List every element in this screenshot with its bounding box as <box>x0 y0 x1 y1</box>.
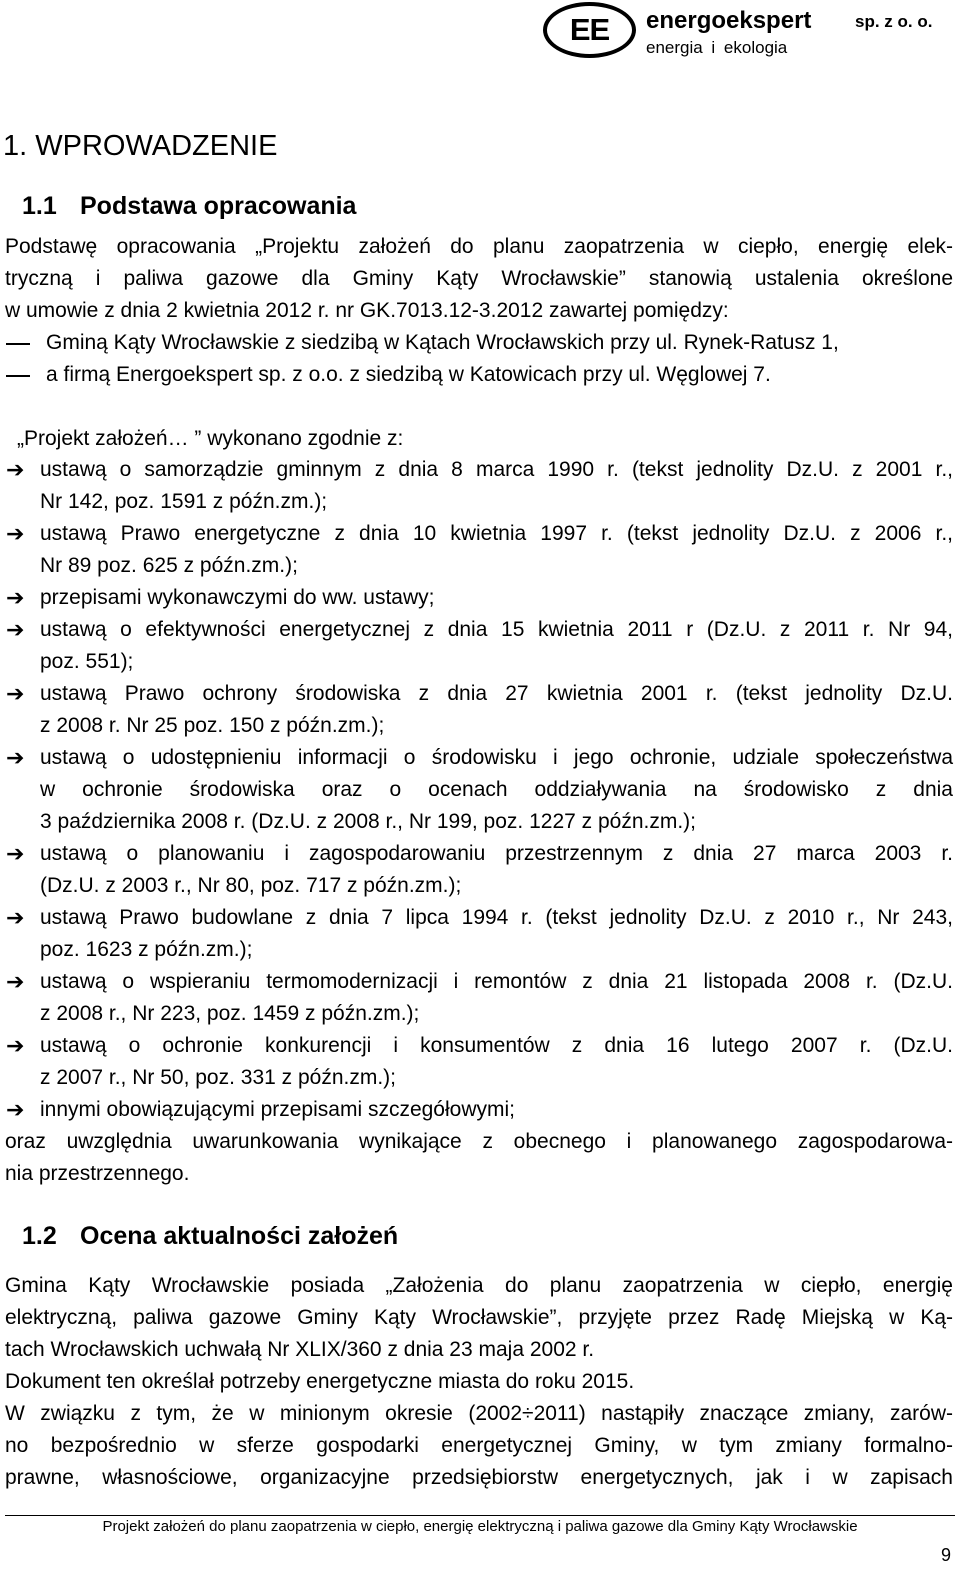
law-item-line: z 2008 r. Nr 25 poz. 150 z późn.zm.); <box>40 714 385 737</box>
intro-line: tryczną i paliwa gazowe dla Gminy Kąty Wrocławskie” stanowią ustalenia określone <box>5 267 953 290</box>
law-item-line: z 2007 r., Nr 50, poz. 331 z późn.zm.); <box>40 1066 397 1089</box>
law-item-line: z 2008 r., Nr 223, poz. 1459 z późn.zm.); <box>40 1002 420 1025</box>
section-heading-1-2 <box>22 1222 398 1251</box>
intro-line: w umowie z dnia 2 kwietnia 2012 r. nr GK.7013.12-3.2012 zawartej pomiędzy: <box>5 299 729 322</box>
arrow-bullet-icon: ➔ <box>6 1097 25 1122</box>
law-item-line: innymi obowiązującymi przepisami szczegółowymi; <box>40 1098 515 1121</box>
section-number: 1.2 <box>22 1222 57 1250</box>
law-item-line: Nr 142, poz. 1591 z późn.zm.); <box>40 490 328 513</box>
closing-line: nia przestrzennego. <box>5 1162 190 1185</box>
law-item-line: 3 października 2008 r. (Dz.U. z 2008 r., Nr 199, poz. 1227 z późn.zm.); <box>40 810 696 833</box>
arrow-bullet-icon: ➔ <box>6 617 25 642</box>
arrow-bullet-icon: ➔ <box>6 521 25 546</box>
dash-bullet <box>6 343 30 345</box>
body-line: W związku z tym, że w minionym okresie (2002÷2011) nastąpiły znaczące zmiany, zarów- <box>5 1402 953 1425</box>
arrow-bullet-icon: ➔ <box>6 969 25 994</box>
section-title: Podstawa opracowania <box>80 192 357 220</box>
law-item-line: ustawą o ochronie konkurencji i konsumentów z dnia 16 lutego 2007 r. (Dz.U. <box>40 1034 953 1057</box>
section-heading-1-1 <box>22 192 356 221</box>
footer-divider <box>5 1515 955 1516</box>
party-item: a firmą Energoekspert sp. z o.o. z siedzibą w Katowicach przy ul. Węglowej 7. <box>46 363 771 386</box>
section-title: Ocena aktualności założeń <box>80 1222 399 1250</box>
body-line: elektryczną, paliwa gazowe Gminy Kąty Wrocławskie”, przyjęte przez Radę Miejską w Ką- <box>5 1306 953 1329</box>
footer-text: Projekt założeń do planu zaopatrzenia w ciepło, energię elektryczną i paliwa gazowe dla Gminy Kąty Wrocławskie <box>102 1518 858 1535</box>
company-legal-form: sp. z o. o. <box>855 12 933 31</box>
law-item-line: w ochronie środowiska oraz o ocenach oddziaływania na środowisko z dnia <box>40 778 953 801</box>
party-item: Gminą Kąty Wrocławskie z siedzibą w Kątach Wrocławskich przy ul. Rynek-Ratusz 1, <box>46 331 839 354</box>
law-item-line: ustawą o udostępnieniu informacji o środowisku i jego ochronie, udziale społeczeństwa <box>40 746 953 769</box>
body-line: Gmina Kąty Wrocławskie posiada „Założenia do planu zaopatrzenia w ciepło, energię <box>5 1274 953 1297</box>
law-item-line: (Dz.U. z 2003 r., Nr 80, poz. 717 z późn.zm.); <box>40 874 462 897</box>
arrow-bullet-icon: ➔ <box>6 905 25 930</box>
closing-line: oraz uwzględnia uwarunkowania wynikające z obecnego i planowanego zagospodarowa- <box>5 1130 953 1153</box>
body-line: no bezpośrednio w sferze gospodarki energetycznej Gminy, w tym zmiany formalno- <box>5 1434 953 1457</box>
law-item-line: ustawą o samorządzie gminnym z dnia 8 marca 1990 r. (tekst jednolity Dz.U. z 2001 r., <box>40 458 953 481</box>
intro-line: Podstawę opracowania „Projektu założeń do planu zaopatrzenia w ciepło, energię elek- <box>5 235 953 258</box>
law-item-line: ustawą Prawo energetyczne z dnia 10 kwietnia 1997 r. (tekst jednolity Dz.U. z 2006 r., <box>40 522 953 545</box>
company-tagline: energia i ekologia <box>646 38 788 57</box>
page-number: 9 <box>940 1545 951 1565</box>
law-item-line: ustawą Prawo budowlane z dnia 7 lipca 1994 r. (tekst jednolity Dz.U. z 2010 r., Nr 243, <box>40 906 953 929</box>
law-item-line: poz. 551); <box>40 650 134 673</box>
law-item-line: ustawą Prawo ochrony środowiska z dnia 27 kwietnia 2001 r. (tekst jednolity Dz.U. <box>40 682 953 705</box>
law-item-line: ustawą o wspieraniu termomodernizacji i remontów z dnia 21 listopada 2008 r. (Dz.U. <box>40 970 953 993</box>
arrow-bullet-icon: ➔ <box>6 1033 25 1058</box>
arrow-bullet-icon: ➔ <box>6 681 25 706</box>
arrow-bullet-icon: ➔ <box>6 841 25 866</box>
section-number: 1.1 <box>22 192 57 220</box>
law-item-line: Nr 89 poz. 625 z późn.zm.); <box>40 554 298 577</box>
body-line: prawne, własnościowe, organizacyjne przedsiębiorstw energetycznych, jak i w zapisach <box>5 1466 953 1489</box>
company-name: energoekspert <box>646 7 812 34</box>
company-logo <box>543 2 960 62</box>
compliance-intro: „Projekt założeń… ” wykonano zgodnie z: <box>17 427 404 450</box>
arrow-bullet-icon: ➔ <box>6 457 25 482</box>
dash-bullet <box>6 375 30 377</box>
law-item-line: ustawą o planowaniu i zagospodarowaniu przestrzennym z dnia 27 marca 2003 r. <box>40 842 953 865</box>
logo-mark: EE <box>543 2 636 58</box>
body-line: tach Wrocławskich uchwałą Nr XLIX/360 z dnia 23 maja 2002 r. <box>5 1338 595 1361</box>
law-item-line: poz. 1623 z późn.zm.); <box>40 938 253 961</box>
law-item-line: przepisami wykonawczymi do ww. ustawy; <box>40 586 435 609</box>
body-line: Dokument ten określał potrzeby energetyczne miasta do roku 2015. <box>5 1370 635 1393</box>
arrow-bullet-icon: ➔ <box>6 585 25 610</box>
arrow-bullet-icon: ➔ <box>6 745 25 770</box>
law-item-line: ustawą o efektywności energetycznej z dnia 15 kwietnia 2011 r (Dz.U. z 2011 r. Nr 94, <box>40 618 953 641</box>
chapter-title: 1. WPROWADZENIE <box>3 130 278 162</box>
